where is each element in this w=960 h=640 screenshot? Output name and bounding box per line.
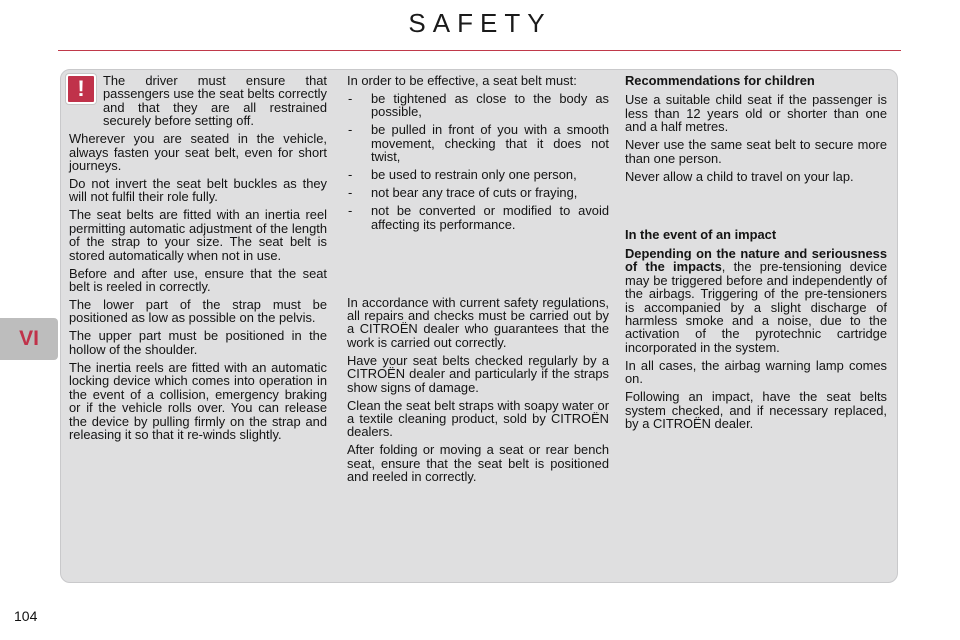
warning-paragraph: The driver must ensure that passengers use the seat belts correctly and that they are all restrained securely before setting off. (103, 73, 327, 129)
intro-paragraph: In order to be effective, a seat belt must: (347, 73, 577, 88)
paragraph: Wherever you are seated in the vehicle, always fasten your seat belt, even for short journeys. (69, 131, 327, 174)
impact-lead-paragraph (625, 247, 887, 354)
impact-lead-bold: Depending on the nature and seriousness of the impacts (625, 246, 887, 275)
list-item: - not bear any trace of cuts or fraying, (347, 186, 609, 199)
paragraph: The inertia reels are fitted with an automatic locking device which comes into operation in the event of a collision, emergency braking or if the vehicle rolls over. You can release the device by pulling firmly on the strap and releasing it so that it re-winds slightly. (69, 359, 327, 442)
paragraph: Do not invert the seat belt buckles as they will not fulfil their role fully. (69, 176, 327, 205)
list-item: - not be converted or modified to avoid affecting its performance. (347, 204, 609, 231)
paragraph: Clean the seat belt straps with soapy water or a textile cleaning product, sold by CITROËN dealers. (347, 397, 609, 440)
page-title: SAFETY (408, 8, 552, 38)
impact-lead-text: , the pre-tensioning device may be triggered before and independently of the airbags. Triggering of the pre-tensioners is accompanied by a slight discharge of harmless smoke and a noise, due to the activation of the pyrotechnic cartridge incorporated in the system. (625, 259, 887, 355)
chapter-label: VI (19, 327, 39, 350)
paragraph: Following an impact, have the seat belts system checked, and if necessary replaced, by a CITROËN dealer. (625, 389, 887, 432)
requirements-list (347, 92, 609, 231)
paragraph: The seat belts are fitted with an inertia reel permitting automatic adjustment of the length of the strap to your size. The seat belt is stored automatically when not in use. (69, 207, 327, 263)
section-heading-impact: In the event of an impact (625, 226, 777, 242)
paragraph: In accordance with current safety regulations, all repairs and checks must be carried out by a CITROËN dealer who guarantees that the work is carried out correctly. (347, 294, 609, 350)
paragraph: After folding or moving a seat or rear bench seat, ensure that the seat belt is positioned and reeled in correctly. (347, 442, 609, 485)
column-middle (347, 74, 609, 488)
list-item: - be used to restrain only one person, (347, 168, 609, 181)
paragraph: The lower part of the strap must be positioned as low as possible on the pelvis. (69, 297, 327, 326)
column-right (625, 74, 887, 435)
paragraph: In all cases, the airbag warning lamp comes on. (625, 357, 887, 387)
exclamation-warning-icon: ! (66, 74, 96, 104)
spacer (347, 236, 609, 296)
paragraph: Use a suitable child seat if the passenger is less than 12 years old or shorter than one and a half metres. (625, 92, 887, 135)
paragraph: The upper part must be positioned in the hollow of the shoulder. (69, 328, 327, 357)
section-heading-children: Recommendations for children (625, 73, 815, 88)
paragraph: Never allow a child to travel on your lap. (625, 168, 854, 184)
page-number: 104 (14, 608, 38, 624)
list-item: - be pulled in front of you with a smooth movement, checking that it does not twist, (347, 123, 609, 163)
chapter-tab (0, 318, 58, 360)
title-divider (58, 50, 901, 51)
spacer (625, 188, 887, 228)
list-item: - be tightened as close to the body as possible, (347, 92, 609, 119)
column-left (69, 74, 327, 446)
paragraph: Have your seat belts checked regularly by a CITROËN dealer and particularly if the straps show signs of damage. (347, 352, 609, 395)
paragraph: Before and after use, ensure that the seat belt is reeled in correctly. (69, 265, 327, 295)
paragraph: Never use the same seat belt to secure more than one person. (625, 137, 887, 166)
